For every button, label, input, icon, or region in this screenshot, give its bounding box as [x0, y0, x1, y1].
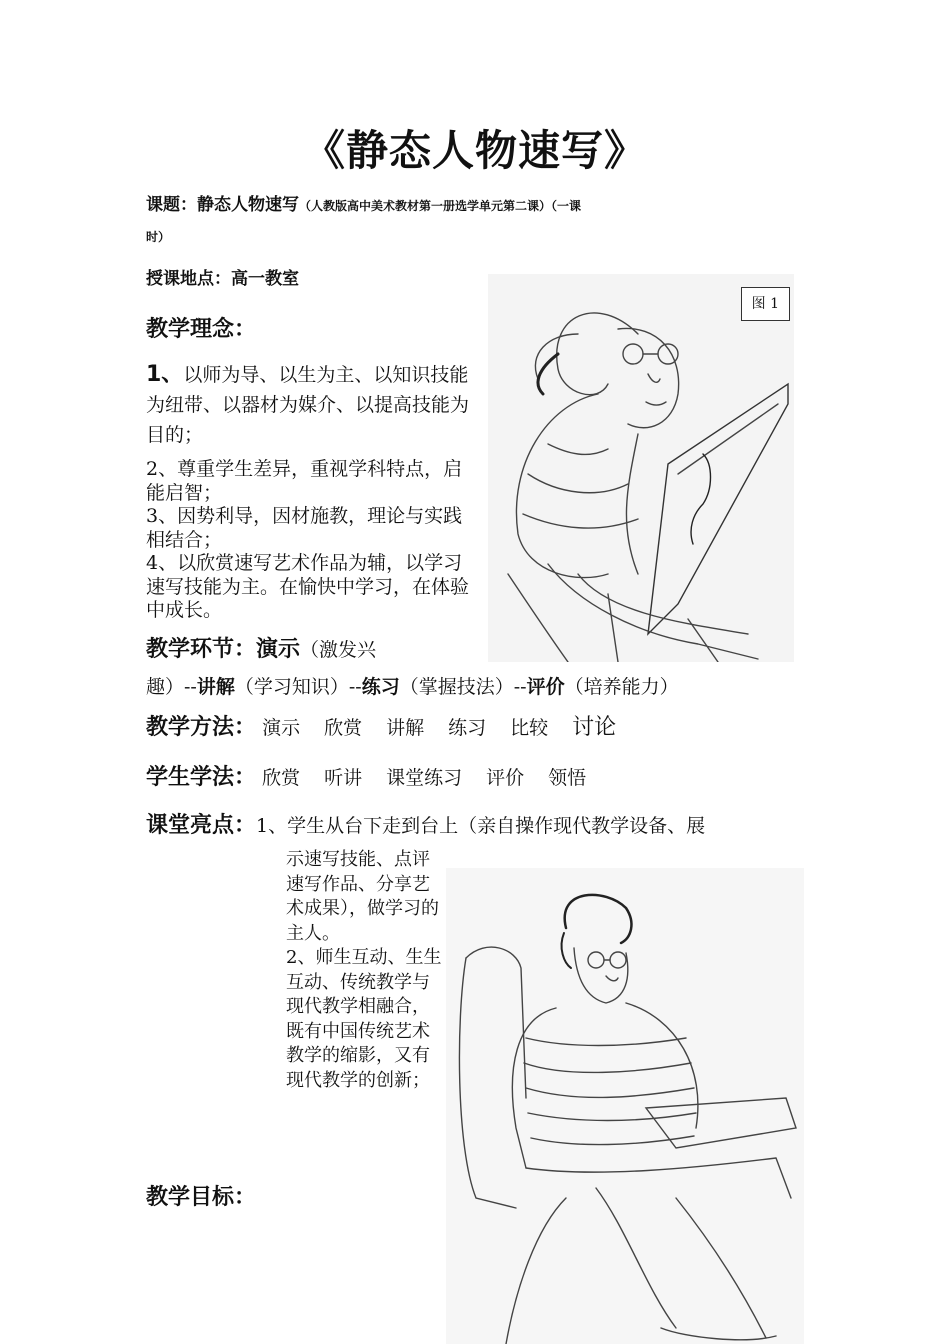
philosophy-item-1-text: 以师为导、以生为主、以知识技能为纽带、以器材为媒介、以提高技能为目的； — [146, 364, 470, 446]
step-demo-note-b: 趣） — [146, 676, 185, 698]
place-label: 授课地点： — [146, 269, 231, 289]
step-separator: -- — [348, 676, 362, 698]
teaching-method-item: 练习 — [448, 717, 487, 739]
figure-2-sketch-image — [446, 868, 804, 1344]
step-demo: 演示 — [256, 637, 301, 662]
student-methods-line — [146, 760, 610, 791]
steps-line-1 — [146, 632, 376, 663]
philosophy-item-2: 2、尊重学生差异，重视学科特点，启能启智； — [146, 458, 463, 504]
highlights-body-1: 示速写技能、点评速写作品、分享艺术成果），做学习的主人。 — [286, 849, 439, 944]
highlights-line-1: 1、学生从台下走到台上（亲自操作现代教学设备、展 — [256, 815, 706, 837]
page-title: 《静态人物速写》 — [302, 126, 647, 175]
subject-label: 课题： — [146, 195, 197, 215]
student-method-item: 评价 — [486, 767, 525, 789]
step-demo-note-a: （激发兴 — [300, 639, 377, 661]
philosophy-list — [146, 360, 478, 623]
subject-note-continued: 时） — [146, 230, 171, 244]
place-line — [146, 264, 299, 289]
student-method-item: 欣赏 — [262, 767, 301, 789]
teaching-methods-line — [146, 710, 640, 741]
teaching-methods-heading: 教学方法： — [146, 715, 257, 740]
teaching-method-item: 讨论 — [572, 715, 617, 740]
highlights-body-2: 2、师生互动、生生互动、传统教学与现代教学相融合，既有中国传统艺术教学的缩影，又有现代教学的创新； — [286, 947, 442, 1091]
step-explain: 讲解 — [196, 676, 235, 698]
student-method-item: 听讲 — [324, 767, 363, 789]
philosophy-item-4: 4、以欣赏速写艺术作品为辅，以学习速写技能为主。在愉快中学习，在体验中成长。 — [146, 552, 470, 621]
step-practice-note: （掌握技法） — [399, 676, 514, 698]
highlights-body — [286, 848, 446, 1093]
place-value: 高一教室 — [231, 269, 299, 289]
highlights-heading: 课堂亮点： — [146, 813, 257, 838]
teaching-method-item: 欣赏 — [324, 717, 363, 739]
philosophy-heading: 教学理念： — [146, 317, 257, 342]
step-separator: -- — [513, 676, 527, 698]
figure-1-sketch-image — [488, 274, 794, 662]
step-explain-note: （学习知识） — [234, 676, 349, 698]
step-evaluate-note: （培养能力） — [564, 676, 679, 698]
teaching-method-item: 演示 — [262, 717, 301, 739]
seated-man-sketch — [446, 868, 804, 1344]
steps-heading: 教学环节： — [146, 637, 257, 662]
teaching-method-item: 比较 — [510, 717, 549, 739]
highlights-line — [146, 808, 705, 839]
student-method-item: 领悟 — [548, 767, 587, 789]
philosophy-item-3: 3、因势利导，因材施教，理论与实践相结合； — [146, 505, 463, 551]
step-separator: -- — [184, 676, 197, 698]
philosophy-item-1-number: 1、 — [146, 362, 184, 387]
goals-heading: 教学目标： — [146, 1185, 257, 1210]
figure-1-label: 图 1 — [741, 287, 790, 321]
philosophy-item-1 — [146, 360, 478, 450]
steps-line-2 — [146, 672, 679, 699]
subject-line — [146, 190, 581, 215]
subject-note: （人教版高中美术教材第一册选学单元第二课）（一课 — [299, 199, 582, 213]
subject-value: 静态人物速写 — [197, 195, 299, 215]
student-method-item: 课堂练习 — [386, 767, 463, 789]
step-practice: 练习 — [361, 676, 400, 698]
student-methods-heading: 学生学法： — [146, 765, 257, 790]
seated-girl-sketch — [488, 274, 794, 662]
step-evaluate: 评价 — [526, 676, 565, 698]
teaching-method-item: 讲解 — [386, 717, 425, 739]
